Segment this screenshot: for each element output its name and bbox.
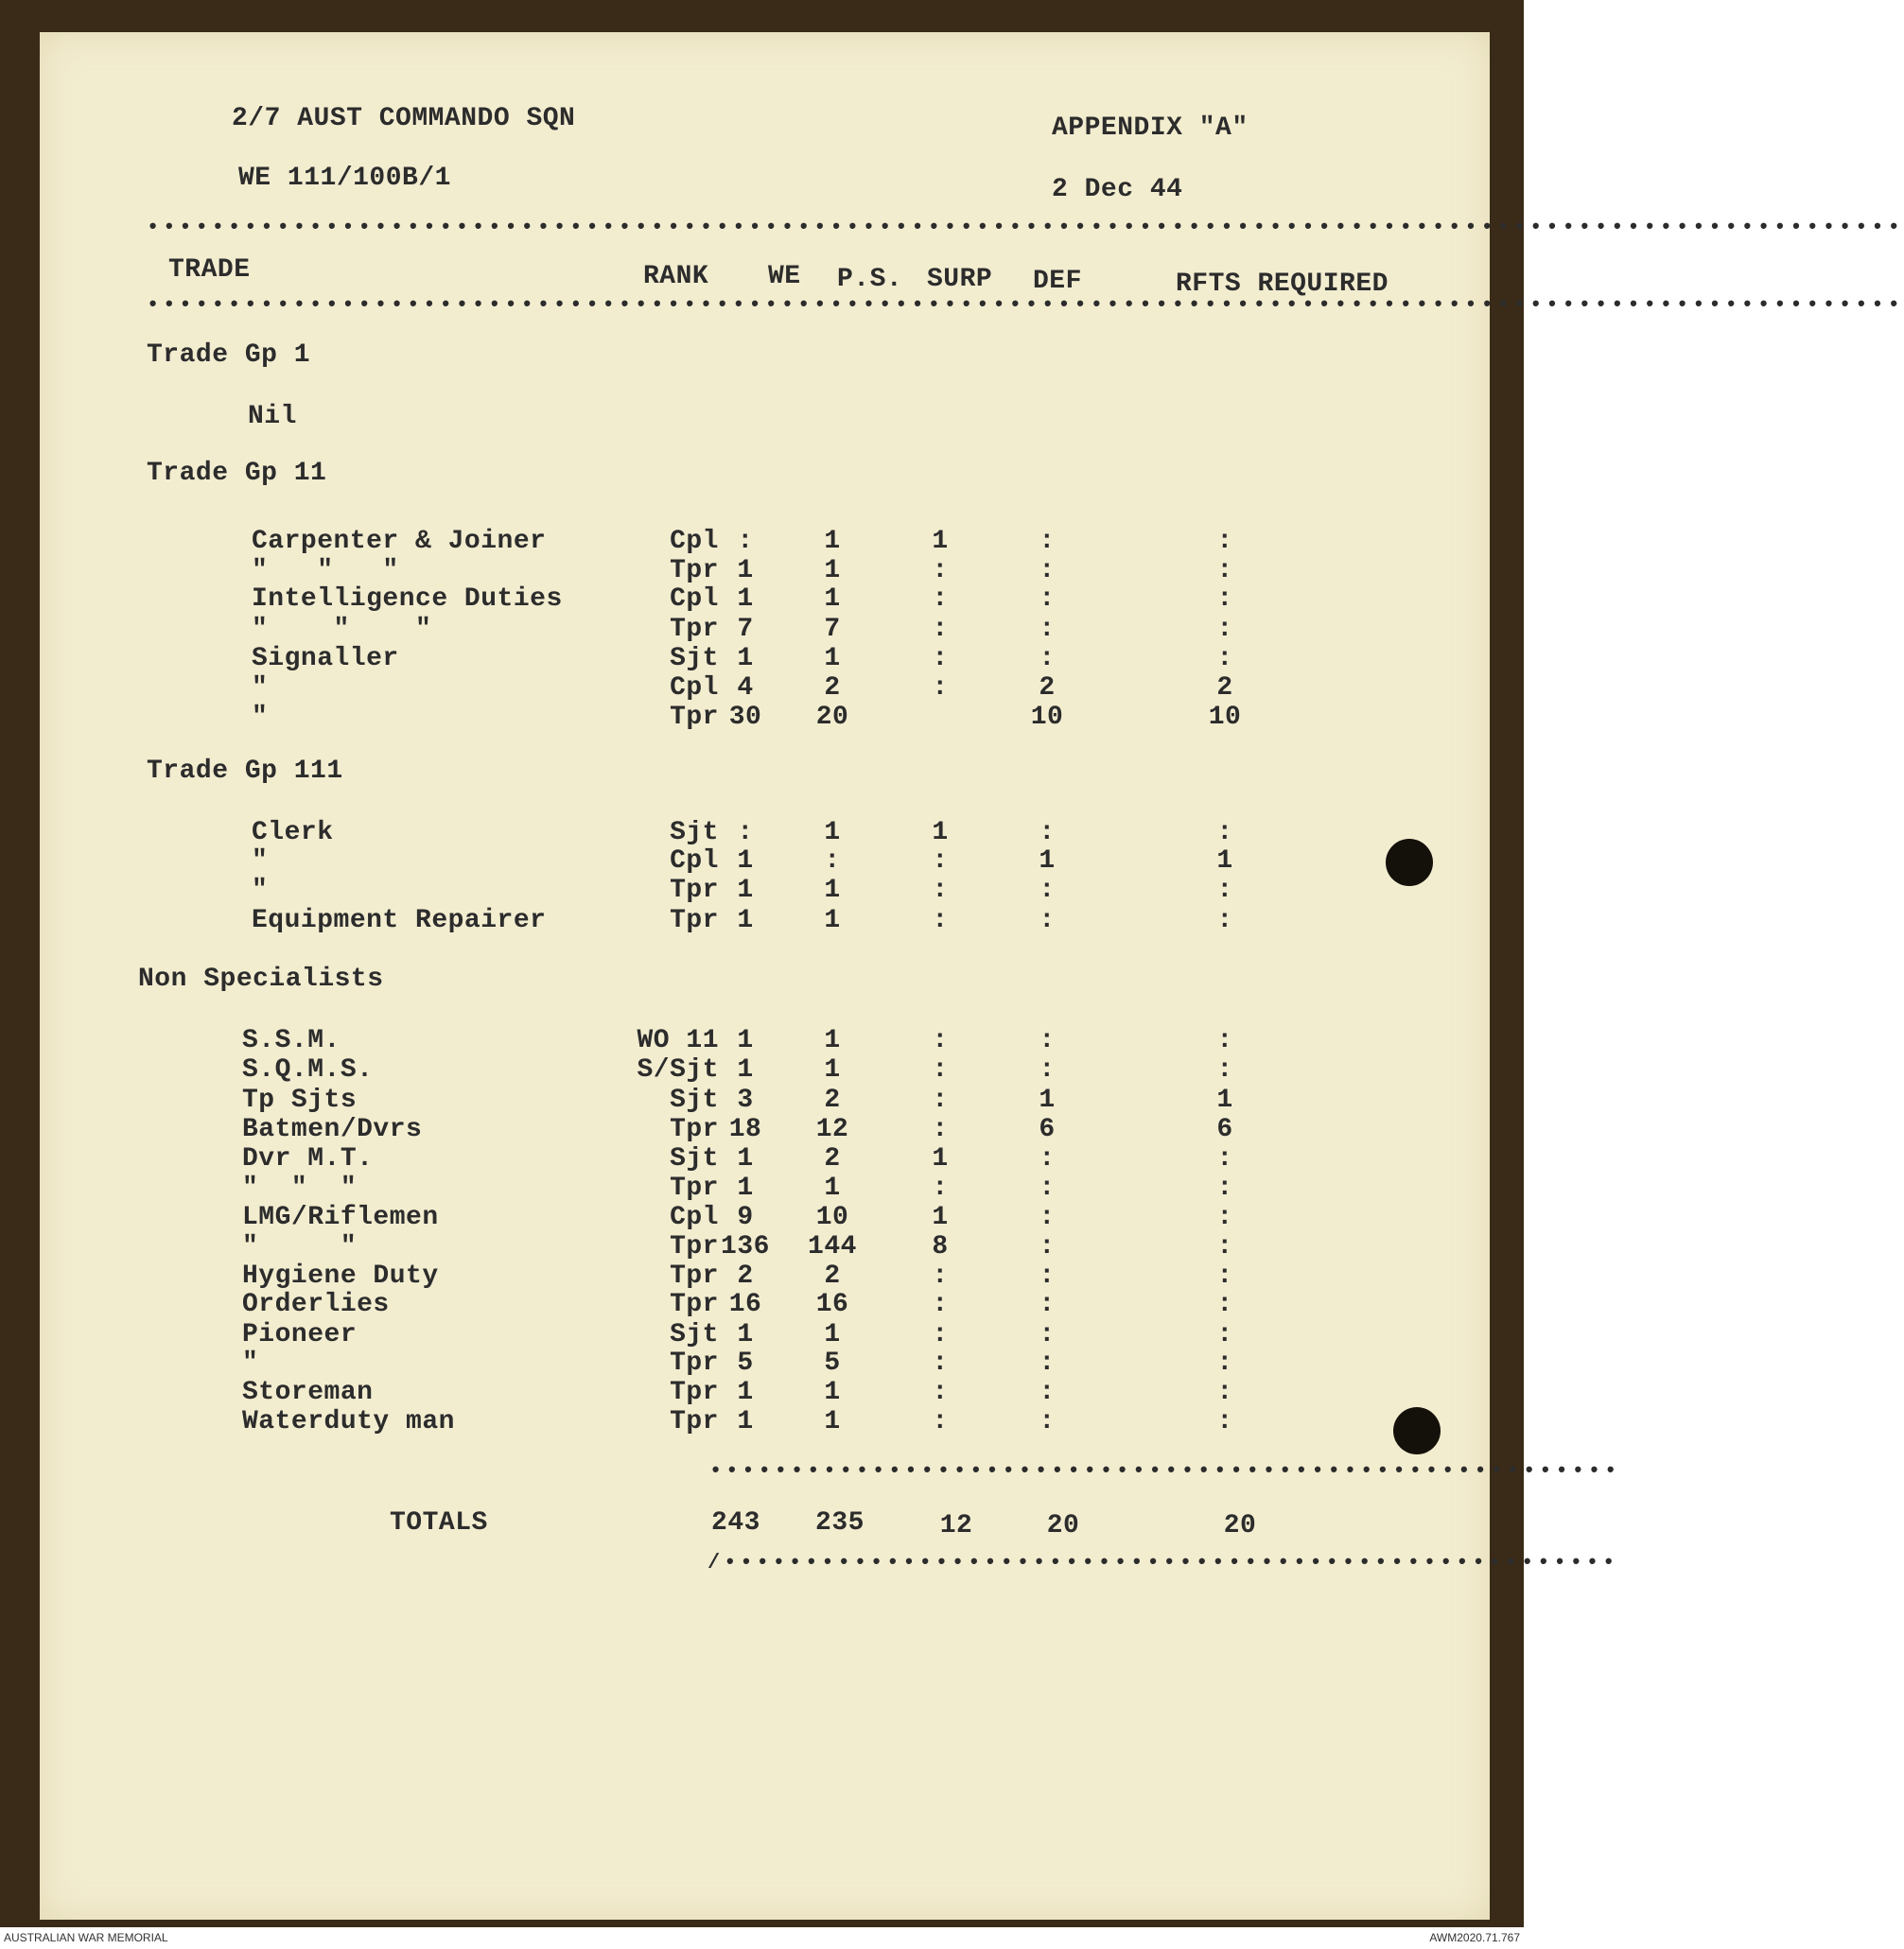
row-we: 1 bbox=[737, 1174, 754, 1203]
row-def: : bbox=[1039, 1203, 1056, 1232]
row-rank: Cpl bbox=[670, 584, 719, 614]
row-rfts: 1 bbox=[1216, 846, 1233, 876]
row-surp: : bbox=[932, 876, 949, 905]
row-def: : bbox=[1039, 1055, 1056, 1085]
row-def: : bbox=[1039, 644, 1056, 673]
row-rfts: 6 bbox=[1216, 1115, 1233, 1144]
footer-reference: AWM2020.71.767 bbox=[1429, 1931, 1520, 1944]
trade-group-title: Trade Gp 111 bbox=[147, 757, 343, 786]
row-ps: 1 bbox=[824, 644, 841, 673]
row-surp: : bbox=[932, 1349, 949, 1378]
row-rfts: : bbox=[1216, 1174, 1233, 1203]
row-rank: Tpr bbox=[670, 1407, 719, 1436]
totals-label: TOTALS bbox=[390, 1508, 488, 1538]
row-surp: 1 bbox=[932, 527, 949, 556]
document-date: 2 Dec 44 bbox=[1052, 175, 1183, 204]
row-rfts: : bbox=[1216, 1320, 1233, 1349]
row-surp: : bbox=[932, 846, 949, 876]
row-rfts: : bbox=[1216, 1349, 1233, 1378]
row-we: 1 bbox=[737, 644, 754, 673]
row-trade: Signaller bbox=[252, 644, 399, 673]
row-rfts: : bbox=[1216, 1203, 1233, 1232]
row-ps: 20 bbox=[815, 703, 849, 732]
row-rank: Sjt bbox=[670, 818, 719, 847]
row-we: : bbox=[737, 818, 754, 847]
row-surp: 1 bbox=[932, 1203, 949, 1232]
row-rank: Sjt bbox=[670, 1144, 719, 1174]
row-ps: 2 bbox=[824, 1262, 841, 1291]
row-we: 30 bbox=[728, 703, 762, 732]
row-trade: LMG/Riflemen bbox=[242, 1203, 439, 1232]
row-rfts: 1 bbox=[1216, 1086, 1233, 1115]
row-def: : bbox=[1039, 1144, 1056, 1174]
row-rank: Tpr bbox=[670, 556, 719, 585]
row-we: 9 bbox=[737, 1203, 754, 1232]
row-rank: Cpl bbox=[670, 846, 719, 876]
row-ps: 2 bbox=[824, 673, 841, 703]
row-def: 1 bbox=[1039, 846, 1056, 876]
col-we: WE bbox=[768, 262, 801, 291]
row-trade: Batmen/Dvrs bbox=[242, 1115, 423, 1144]
row-we: 3 bbox=[737, 1086, 754, 1115]
row-surp: : bbox=[932, 1407, 949, 1436]
row-trade: Equipment Repairer bbox=[252, 906, 547, 935]
row-def: : bbox=[1039, 615, 1056, 644]
row-rank: Cpl bbox=[670, 527, 719, 556]
row-trade: S.Q.M.S. bbox=[242, 1055, 374, 1085]
row-trade: " " " bbox=[252, 615, 432, 644]
row-we: 136 bbox=[721, 1232, 770, 1262]
row-trade: Intelligence Duties bbox=[252, 584, 563, 614]
row-rfts: : bbox=[1216, 1407, 1233, 1436]
row-rank: Tpr bbox=[670, 1232, 719, 1262]
row-rfts: : bbox=[1216, 527, 1233, 556]
row-surp: : bbox=[932, 556, 949, 585]
row-surp: : bbox=[932, 615, 949, 644]
row-def: : bbox=[1039, 876, 1056, 905]
row-we: 7 bbox=[737, 615, 754, 644]
row-trade: " bbox=[252, 673, 269, 703]
col-rfts: RFTS REQUIRED bbox=[1176, 270, 1389, 299]
row-rfts: 10 bbox=[1208, 703, 1242, 732]
row-we: 1 bbox=[737, 846, 754, 876]
row-rfts: : bbox=[1216, 1026, 1233, 1055]
row-def: 2 bbox=[1039, 673, 1056, 703]
row-we: 5 bbox=[737, 1349, 754, 1378]
totals-rule: •••••••••••••••••••••••••••••••••••••••••••••••••••••••• bbox=[709, 1459, 1621, 1483]
bottom-rule: /••••••••••••••••••••••••••••••••••••••••••••••••••••••• bbox=[707, 1551, 1619, 1575]
row-surp: : bbox=[932, 644, 949, 673]
row-trade: Carpenter & Joiner bbox=[252, 527, 547, 556]
row-ps: 1 bbox=[824, 818, 841, 847]
row-rfts: : bbox=[1216, 1262, 1233, 1291]
row-def: : bbox=[1039, 584, 1056, 614]
row-trade: " bbox=[252, 846, 269, 876]
col-def: DEF bbox=[1033, 267, 1082, 296]
row-rank: Tpr bbox=[670, 1290, 719, 1319]
row-we: 4 bbox=[737, 673, 754, 703]
row-we: 1 bbox=[737, 556, 754, 585]
row-ps: 1 bbox=[824, 1055, 841, 1085]
row-trade: " " " bbox=[242, 1174, 358, 1203]
row-rank: Sjt bbox=[670, 644, 719, 673]
row-rfts: : bbox=[1216, 876, 1233, 905]
row-ps: 16 bbox=[815, 1290, 849, 1319]
row-ps: 1 bbox=[824, 527, 841, 556]
row-surp: : bbox=[932, 1290, 949, 1319]
row-ps: 1 bbox=[824, 584, 841, 614]
row-ps: 5 bbox=[824, 1349, 841, 1378]
row-trade: Pioneer bbox=[242, 1320, 358, 1349]
row-surp: : bbox=[932, 1174, 949, 1203]
row-def: : bbox=[1039, 1262, 1056, 1291]
column-rule: •••••••••••••••••••••••••••••••••••••••••••••••••••••••••••••••••••••••••••••••••••••••••••••••••••••••••••• bbox=[147, 293, 1904, 317]
row-rank: S/Sjt bbox=[637, 1055, 719, 1085]
row-ps: 1 bbox=[824, 1320, 841, 1349]
row-surp: : bbox=[932, 1086, 949, 1115]
row-surp: 1 bbox=[932, 818, 949, 847]
row-rfts: : bbox=[1216, 1055, 1233, 1085]
row-surp: 1 bbox=[932, 1144, 949, 1174]
row-def: : bbox=[1039, 1026, 1056, 1055]
row-trade: " bbox=[252, 876, 269, 905]
row-surp: 8 bbox=[932, 1232, 949, 1262]
row-def: 10 bbox=[1030, 703, 1064, 732]
row-we: 1 bbox=[737, 1378, 754, 1407]
row-surp: : bbox=[932, 1262, 949, 1291]
punch-hole bbox=[1386, 839, 1433, 886]
row-trade: Storeman bbox=[242, 1378, 374, 1407]
row-rfts: : bbox=[1216, 906, 1233, 935]
row-rfts: : bbox=[1216, 1232, 1233, 1262]
row-rank: Tpr bbox=[670, 1378, 719, 1407]
row-trade: Clerk bbox=[252, 818, 334, 847]
row-ps: 1 bbox=[824, 876, 841, 905]
row-rfts: : bbox=[1216, 1378, 1233, 1407]
row-ps: 7 bbox=[824, 615, 841, 644]
row-rank: Tpr bbox=[670, 1262, 719, 1291]
appendix-label: APPENDIX "A" bbox=[1052, 113, 1249, 143]
row-rfts: : bbox=[1216, 615, 1233, 644]
total-def: 20 bbox=[1046, 1511, 1080, 1540]
row-surp: : bbox=[932, 1026, 949, 1055]
row-rank: Tpr bbox=[670, 1174, 719, 1203]
row-trade: Dvr M.T. bbox=[242, 1144, 374, 1174]
row-ps: : bbox=[824, 846, 841, 876]
row-rank: Cpl bbox=[670, 1203, 719, 1232]
row-ps: 2 bbox=[824, 1086, 841, 1115]
row-trade: Nil bbox=[248, 402, 297, 431]
unit-name: 2/7 AUST COMMANDO SQN bbox=[232, 104, 576, 133]
row-ps: 1 bbox=[824, 556, 841, 585]
row-we: 1 bbox=[737, 1026, 754, 1055]
row-ps: 1 bbox=[824, 906, 841, 935]
col-ps: P.S. bbox=[837, 265, 903, 294]
col-rank: RANK bbox=[643, 262, 709, 291]
row-trade: " bbox=[242, 1349, 259, 1378]
row-surp: : bbox=[932, 1055, 949, 1085]
row-def: : bbox=[1039, 1407, 1056, 1436]
row-rank: Tpr bbox=[670, 906, 719, 935]
row-surp: : bbox=[932, 1115, 949, 1144]
row-ps: 2 bbox=[824, 1144, 841, 1174]
col-trade: TRADE bbox=[168, 255, 251, 285]
row-rank: Tpr bbox=[670, 1349, 719, 1378]
row-we: 18 bbox=[728, 1115, 762, 1144]
row-surp: : bbox=[932, 584, 949, 614]
row-we: 1 bbox=[737, 1055, 754, 1085]
row-rank: Tpr bbox=[670, 1115, 719, 1144]
row-trade: Orderlies bbox=[242, 1290, 390, 1319]
row-rfts: 2 bbox=[1216, 673, 1233, 703]
row-rfts: : bbox=[1216, 584, 1233, 614]
row-def: : bbox=[1039, 1232, 1056, 1262]
row-we: 1 bbox=[737, 1320, 754, 1349]
row-surp: : bbox=[932, 673, 949, 703]
row-rfts: : bbox=[1216, 818, 1233, 847]
total-we: 243 bbox=[711, 1508, 760, 1538]
trade-group-title: Trade Gp 11 bbox=[147, 459, 327, 488]
row-surp: : bbox=[932, 1320, 949, 1349]
row-surp: : bbox=[932, 906, 949, 935]
trade-group-title: Non Specialists bbox=[138, 965, 384, 994]
row-def: : bbox=[1039, 1290, 1056, 1319]
row-rank: WO 11 bbox=[637, 1026, 719, 1055]
row-rank: Sjt bbox=[670, 1320, 719, 1349]
row-def: : bbox=[1039, 1349, 1056, 1378]
establishment-ref: WE 111/100B/1 bbox=[238, 164, 451, 193]
row-def: : bbox=[1039, 527, 1056, 556]
row-rfts: : bbox=[1216, 556, 1233, 585]
row-def: : bbox=[1039, 906, 1056, 935]
row-rank: Tpr bbox=[670, 876, 719, 905]
row-trade: S.S.M. bbox=[242, 1026, 341, 1055]
row-def: 6 bbox=[1039, 1115, 1056, 1144]
row-def: : bbox=[1039, 1320, 1056, 1349]
row-ps: 12 bbox=[815, 1115, 849, 1144]
row-we: : bbox=[737, 527, 754, 556]
row-trade: " " " bbox=[252, 556, 399, 585]
row-rank: Tpr bbox=[670, 615, 719, 644]
header-rule: •••••••••••••••••••••••••••••••••••••••••••••••••••••••••••••••••••••••••••••••••••••••••••••••••••••••••••• bbox=[147, 216, 1904, 239]
row-rfts: : bbox=[1216, 1290, 1233, 1319]
row-def: : bbox=[1039, 1174, 1056, 1203]
total-rfts: 20 bbox=[1223, 1511, 1257, 1540]
row-def: : bbox=[1039, 1378, 1056, 1407]
row-ps: 1 bbox=[824, 1026, 841, 1055]
row-trade: Waterduty man bbox=[242, 1407, 455, 1436]
row-trade: Hygiene Duty bbox=[242, 1262, 439, 1291]
row-we: 1 bbox=[737, 1144, 754, 1174]
row-def: 1 bbox=[1039, 1086, 1056, 1115]
row-surp: : bbox=[932, 1378, 949, 1407]
col-surp: SURP bbox=[927, 265, 993, 294]
row-we: 1 bbox=[737, 906, 754, 935]
row-rank: Tpr bbox=[670, 703, 719, 732]
row-ps: 1 bbox=[824, 1407, 841, 1436]
punch-hole bbox=[1393, 1407, 1441, 1454]
footer-source: AUSTRALIAN WAR MEMORIAL bbox=[4, 1931, 168, 1944]
row-we: 1 bbox=[737, 876, 754, 905]
row-ps: 1 bbox=[824, 1174, 841, 1203]
row-trade: Tp Sjts bbox=[242, 1086, 358, 1115]
row-we: 16 bbox=[728, 1290, 762, 1319]
row-trade: " bbox=[252, 703, 269, 732]
trade-group-title: Trade Gp 1 bbox=[147, 340, 311, 370]
total-surp: 12 bbox=[939, 1511, 973, 1540]
row-trade: " " bbox=[242, 1232, 358, 1262]
row-ps: 10 bbox=[815, 1203, 849, 1232]
row-rank: Sjt bbox=[670, 1086, 719, 1115]
row-rfts: : bbox=[1216, 1144, 1233, 1174]
total-ps: 235 bbox=[815, 1508, 865, 1538]
row-rank: Cpl bbox=[670, 673, 719, 703]
row-def: : bbox=[1039, 818, 1056, 847]
row-rfts: : bbox=[1216, 644, 1233, 673]
row-ps: 144 bbox=[808, 1232, 857, 1262]
row-def: : bbox=[1039, 556, 1056, 585]
row-we: 1 bbox=[737, 1407, 754, 1436]
row-we: 2 bbox=[737, 1262, 754, 1291]
row-we: 1 bbox=[737, 584, 754, 614]
row-ps: 1 bbox=[824, 1378, 841, 1407]
